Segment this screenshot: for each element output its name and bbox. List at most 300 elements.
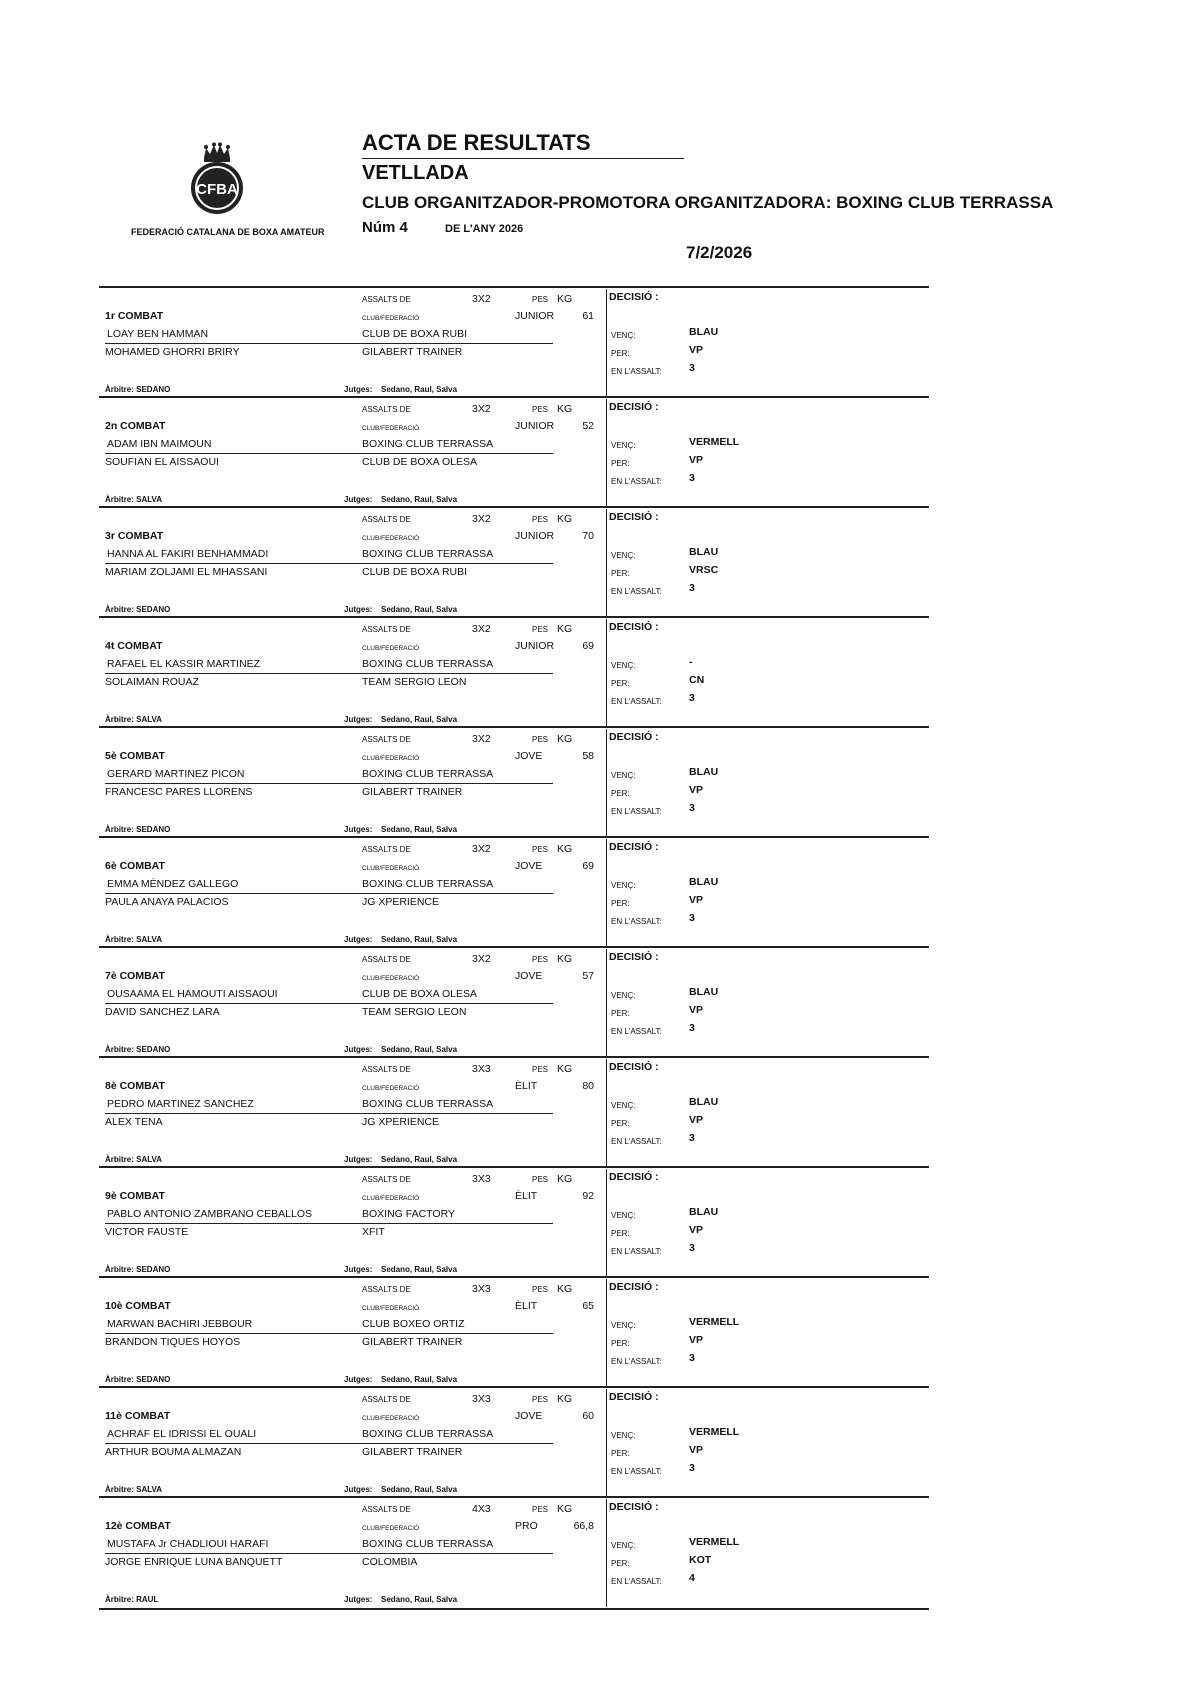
boxer-separator	[105, 1113, 553, 1114]
event-number: Núm 4	[362, 219, 408, 236]
boxer-blue-name: BRANDON TIQUES HOYOS	[105, 1336, 241, 1348]
by-value: VP	[689, 454, 704, 466]
referee: Àrbitre: SALVA	[105, 715, 163, 724]
boxer-red-name: ACHRAF EL IDRISSI EL OUALI	[107, 1428, 257, 1440]
winner-value: VERMELL	[689, 1536, 740, 1548]
decision-label: DECISIÓ :	[609, 841, 659, 853]
boxer-red-name: PEDRO MARTINEZ SANCHEZ	[107, 1098, 254, 1110]
bout-weight: 92	[582, 1190, 594, 1202]
bout-weight: 69	[582, 640, 594, 652]
referee: Àrbitre: SALVA	[105, 1485, 163, 1494]
judges-label: Jutges:	[344, 1595, 373, 1604]
weight-label: PES	[532, 1395, 549, 1404]
bout-block	[99, 726, 929, 838]
judges-label: Jutges:	[344, 495, 373, 504]
boxer-red-club: BOXING CLUB TERRASSA	[362, 768, 494, 780]
decision-label: DECISIÓ :	[609, 1061, 659, 1073]
winner-label: VENÇ:	[611, 881, 636, 890]
round-value: 3	[689, 912, 695, 924]
boxer-red-club: BOXING CLUB TERRASSA	[362, 1098, 494, 1110]
boxer-blue-club: GILABERT TRAINER	[362, 346, 463, 358]
boxer-blue-club: TEAM SERGIO LEON	[362, 1006, 467, 1018]
judges-label: Jutges:	[344, 1485, 373, 1494]
bout-weight: 57	[582, 970, 594, 982]
by-value: VP	[689, 344, 704, 356]
club-label: CLUB/FEDERACIÓ	[362, 865, 420, 872]
by-value: VP	[689, 1334, 704, 1346]
club-label: CLUB/FEDERACIÓ	[362, 1305, 420, 1312]
bout-block	[99, 286, 929, 398]
weight-label: PES	[532, 625, 549, 634]
judges-label: Jutges:	[344, 935, 373, 944]
rounds-label: ASSALTS DE	[362, 405, 411, 414]
decision-label: DECISIÓ :	[609, 1171, 659, 1183]
kg-label: KG	[557, 1503, 573, 1515]
kg-label: KG	[557, 1063, 573, 1075]
boxer-blue-club: GILABERT TRAINER	[362, 786, 463, 798]
judges-value: Sedano, Raul, Salva	[381, 1375, 458, 1384]
boxer-red-name: HANNA AL FAKIRI BENHAMMADI	[107, 548, 269, 560]
rounds-label: ASSALTS DE	[362, 625, 411, 634]
winner-value: BLAU	[689, 1206, 719, 1218]
kg-label: KG	[557, 293, 573, 305]
bout-number: 11è COMBAT	[105, 1410, 171, 1422]
boxer-red-club: BOXING CLUB TERRASSA	[362, 1538, 494, 1550]
boxer-blue-club: JG XPERIENCE	[362, 896, 440, 908]
winner-label: VENÇ:	[611, 1431, 636, 1440]
by-value: VP	[689, 1444, 704, 1456]
kg-label: KG	[557, 733, 573, 745]
club-label: CLUB/FEDERACIÓ	[362, 1415, 420, 1422]
round-label: EN L'ASSALT:	[611, 367, 662, 376]
decision-divider	[606, 949, 607, 1057]
bout-category: ÈLIT	[515, 1190, 538, 1202]
bout-weight: 52	[582, 420, 594, 432]
club-label: CLUB/FEDERACIÓ	[362, 645, 420, 652]
decision-divider	[606, 289, 607, 397]
boxer-blue-name: ARTHUR BOUMA ALMAZAN	[105, 1446, 242, 1458]
boxer-red-name: RAFAEL EL KASSIR MARTINEZ	[107, 658, 261, 670]
rounds-value: 3X3	[472, 1173, 491, 1185]
decision-label: DECISIÓ :	[609, 621, 659, 633]
judges-value: Sedano, Raul, Salva	[381, 1595, 458, 1604]
rounds-value: 3X2	[472, 623, 491, 635]
boxer-red-club: BOXING CLUB TERRASSA	[362, 548, 494, 560]
boxer-blue-club: XFIT	[362, 1226, 385, 1238]
decision-divider	[606, 1499, 607, 1607]
rounds-label: ASSALTS DE	[362, 515, 411, 524]
by-label: PER:	[611, 1559, 630, 1568]
referee: Àrbitre: SALVA	[105, 935, 163, 944]
bout-block	[99, 1496, 929, 1610]
boxer-blue-name: FRANCESC PARES LLORENS	[105, 786, 253, 798]
judges-value: Sedano, Raul, Salva	[381, 1265, 458, 1274]
rounds-label: ASSALTS DE	[362, 1395, 411, 1404]
decision-divider	[606, 509, 607, 617]
by-label: PER:	[611, 1449, 630, 1458]
boxer-red-club: BOXING FACTORY	[362, 1208, 455, 1220]
boxer-red-name: PABLO ANTONIO ZAMBRANO CEBALLOS	[107, 1208, 313, 1220]
round-value: 3	[689, 1132, 695, 1144]
bout-number: 12è COMBAT	[105, 1520, 171, 1532]
boxer-blue-club: COLOMBIA	[362, 1556, 418, 1568]
decision-divider	[606, 1279, 607, 1387]
boxer-blue-club: GILABERT TRAINER	[362, 1446, 463, 1458]
decision-label: DECISIÓ :	[609, 1501, 659, 1513]
round-value: 3	[689, 582, 695, 594]
club-label: CLUB/FEDERACIÓ	[362, 425, 420, 432]
decision-label: DECISIÓ :	[609, 291, 659, 303]
judges-label: Jutges:	[344, 825, 373, 834]
bout-number: 10è COMBAT	[105, 1300, 171, 1312]
boxer-separator	[105, 1333, 553, 1334]
boxer-blue-name: SOUFIAN EL AISSAOUI	[105, 456, 219, 468]
bout-block	[99, 396, 929, 508]
bout-category: JOVE	[515, 860, 543, 872]
boxer-separator	[105, 1223, 553, 1224]
rounds-value: 3X2	[472, 513, 491, 525]
page-title: ACTA DE RESULTATS	[362, 130, 591, 155]
boxer-blue-name: VICTOR FAUSTE	[105, 1226, 189, 1238]
event-year: DE L'ANY 2026	[445, 223, 524, 235]
round-label: EN L'ASSALT:	[611, 807, 662, 816]
boxer-separator	[105, 1003, 553, 1004]
referee: Àrbitre: SEDANO	[105, 605, 171, 614]
decision-divider	[606, 729, 607, 837]
boxer-separator	[105, 673, 553, 674]
rounds-value: 3X2	[472, 953, 491, 965]
rounds-label: ASSALTS DE	[362, 1505, 411, 1514]
by-value: KOT	[689, 1554, 712, 1566]
referee: Àrbitre: SALVA	[105, 495, 163, 504]
bout-block	[99, 1056, 929, 1168]
decision-label: DECISIÓ :	[609, 951, 659, 963]
winner-label: VENÇ:	[611, 661, 636, 670]
club-label: CLUB/FEDERACIÓ	[362, 975, 420, 982]
by-value: VRSC	[689, 564, 719, 576]
judges-label: Jutges:	[344, 605, 373, 614]
rounds-value: 3X2	[472, 403, 491, 415]
title-underline	[362, 158, 684, 159]
bout-block	[99, 1386, 929, 1498]
bout-weight: 61	[582, 310, 594, 322]
winner-value: BLAU	[689, 766, 719, 778]
boxer-blue-club: TEAM SERGIO LEON	[362, 676, 467, 688]
federation-logo	[170, 142, 264, 218]
bout-number: 7è COMBAT	[105, 970, 165, 982]
rounds-value: 3X3	[472, 1283, 491, 1295]
rounds-label: ASSALTS DE	[362, 1285, 411, 1294]
boxer-red-club: CLUB BOXEO ORTIZ	[362, 1318, 465, 1330]
round-value: 3	[689, 802, 695, 814]
weight-label: PES	[532, 845, 549, 854]
bout-category: JOVE	[515, 1410, 543, 1422]
decision-divider	[606, 1169, 607, 1277]
round-label: EN L'ASSALT:	[611, 1467, 662, 1476]
judges-label: Jutges:	[344, 1045, 373, 1054]
round-value: 3	[689, 362, 695, 374]
decision-divider	[606, 1389, 607, 1497]
judges-value: Sedano, Raul, Salva	[381, 935, 458, 944]
boxer-blue-name: PAULA ANAYA PALACIOS	[105, 896, 229, 908]
kg-label: KG	[557, 1173, 573, 1185]
rounds-value: 3X2	[472, 293, 491, 305]
rounds-label: ASSALTS DE	[362, 735, 411, 744]
boxer-red-name: LOAY BEN HAMMAN	[107, 328, 209, 340]
boxer-red-club: BOXING CLUB TERRASSA	[362, 878, 494, 890]
club-label: CLUB/FEDERACIÓ	[362, 1525, 420, 1532]
judges-value: Sedano, Raul, Salva	[381, 1485, 458, 1494]
weight-label: PES	[532, 955, 549, 964]
judges-value: Sedano, Raul, Salva	[381, 385, 458, 394]
boxer-blue-name: JORGE ENRIQUE LUNA BANQUETT	[105, 1556, 283, 1568]
bout-weight: 60	[582, 1410, 594, 1422]
rounds-value: 4X3	[472, 1503, 491, 1515]
judges-value: Sedano, Raul, Salva	[381, 605, 458, 614]
boxer-red-name: MARWAN BACHIRI JEBBOUR	[107, 1318, 253, 1330]
by-label: PER:	[611, 1009, 630, 1018]
round-label: EN L'ASSALT:	[611, 587, 662, 596]
boxer-separator	[105, 453, 553, 454]
boxer-red-club: BOXING CLUB TERRASSA	[362, 658, 494, 670]
referee: Àrbitre: SEDANO	[105, 1045, 171, 1054]
bout-number: 2n COMBAT	[105, 420, 166, 432]
bout-category: PRO	[515, 1520, 538, 1532]
round-value: 3	[689, 1462, 695, 1474]
bout-block	[99, 1276, 929, 1388]
club-label: CLUB/FEDERACIÓ	[362, 1195, 420, 1202]
boxer-blue-club: CLUB DE BOXA RUBI	[362, 566, 468, 578]
winner-value: BLAU	[689, 876, 719, 888]
decision-label: DECISIÓ :	[609, 1391, 659, 1403]
by-label: PER:	[611, 459, 630, 468]
club-label: CLUB/FEDERACIÓ	[362, 535, 420, 542]
kg-label: KG	[557, 1283, 573, 1295]
boxer-blue-name: MOHAMED GHORRI BRIRY	[105, 346, 240, 358]
judges-value: Sedano, Raul, Salva	[381, 825, 458, 834]
bout-category: JOVE	[515, 750, 543, 762]
winner-label: VENÇ:	[611, 991, 636, 1000]
boxer-red-name: ADAM IBN MAIMOUN	[107, 438, 212, 450]
weight-label: PES	[532, 1175, 549, 1184]
rounds-value: 3X3	[472, 1063, 491, 1075]
kg-label: KG	[557, 1393, 573, 1405]
rounds-label: ASSALTS DE	[362, 1065, 411, 1074]
bout-number: 4t COMBAT	[105, 640, 163, 652]
boxer-blue-name: ALEX TENA	[105, 1116, 163, 1128]
by-value: VP	[689, 1114, 704, 1126]
boxer-separator	[105, 783, 553, 784]
bout-number: 5è COMBAT	[105, 750, 165, 762]
bout-weight: 80	[582, 1080, 594, 1092]
by-label: PER:	[611, 1229, 630, 1238]
boxer-separator	[105, 1553, 553, 1554]
bout-number: 1r COMBAT	[105, 310, 164, 322]
boxer-separator	[105, 1443, 553, 1444]
judges-label: Jutges:	[344, 1375, 373, 1384]
bout-weight: 66,8	[573, 1520, 594, 1532]
decision-divider	[606, 1059, 607, 1167]
bout-weight: 69	[582, 860, 594, 872]
by-label: PER:	[611, 1339, 630, 1348]
weight-label: PES	[532, 735, 549, 744]
decision-label: DECISIÓ :	[609, 511, 659, 523]
by-value: VP	[689, 894, 704, 906]
boxer-red-name: MUSTAFA Jr CHADLIOUI HARAFI	[107, 1538, 269, 1550]
boxer-blue-name: DAVID SANCHEZ LARA	[105, 1006, 220, 1018]
bout-number: 9è COMBAT	[105, 1190, 165, 1202]
boxer-red-name: EMMA MÉNDEZ GALLEGO	[107, 878, 239, 890]
bout-block	[99, 506, 929, 618]
rounds-label: ASSALTS DE	[362, 295, 411, 304]
bout-category: JUNIOR	[515, 310, 555, 322]
winner-value: BLAU	[689, 1096, 719, 1108]
winner-label: VENÇ:	[611, 1101, 636, 1110]
boxer-blue-name: MARIAM ZOLJAMI EL MHASSANI	[105, 566, 268, 578]
boxer-separator	[105, 563, 553, 564]
winner-label: VENÇ:	[611, 551, 636, 560]
bout-weight: 65	[582, 1300, 594, 1312]
round-label: EN L'ASSALT:	[611, 1577, 662, 1586]
by-label: PER:	[611, 349, 630, 358]
by-label: PER:	[611, 1119, 630, 1128]
by-label: PER:	[611, 679, 630, 688]
by-label: PER:	[611, 789, 630, 798]
round-value: 3	[689, 472, 695, 484]
bout-category: ÈLIT	[515, 1300, 538, 1312]
boxer-red-club: BOXING CLUB TERRASSA	[362, 438, 494, 450]
by-value: VP	[689, 1224, 704, 1236]
round-label: EN L'ASSALT:	[611, 1137, 662, 1146]
weight-label: PES	[532, 295, 549, 304]
bout-category: JUNIOR	[515, 530, 555, 542]
by-value: VP	[689, 1004, 704, 1016]
winner-label: VENÇ:	[611, 1321, 636, 1330]
boxer-red-club: CLUB DE BOXA OLESA	[362, 988, 477, 1000]
logo-text: CFBA	[196, 181, 238, 198]
judges-value: Sedano, Raul, Salva	[381, 715, 458, 724]
bout-weight: 58	[582, 750, 594, 762]
decision-label: DECISIÓ :	[609, 731, 659, 743]
judges-value: Sedano, Raul, Salva	[381, 1155, 458, 1164]
kg-label: KG	[557, 513, 573, 525]
winner-value: BLAU	[689, 986, 719, 998]
winner-value: VERMELL	[689, 436, 740, 448]
by-value: VP	[689, 784, 704, 796]
referee: Àrbitre: SEDANO	[105, 1375, 171, 1384]
kg-label: KG	[557, 843, 573, 855]
round-value: 4	[689, 1572, 695, 1584]
round-label: EN L'ASSALT:	[611, 1247, 662, 1256]
bout-number: 8è COMBAT	[105, 1080, 165, 1092]
boxer-red-name: GERARD MARTINEZ PICON	[107, 768, 245, 780]
boxer-blue-club: CLUB DE BOXA OLESA	[362, 456, 477, 468]
round-value: 3	[689, 1242, 695, 1254]
referee: Àrbitre: SEDANO	[105, 825, 171, 834]
round-value: 3	[689, 1022, 695, 1034]
boxer-blue-club: GILABERT TRAINER	[362, 1336, 463, 1348]
rounds-label: ASSALTS DE	[362, 955, 411, 964]
winner-value: BLAU	[689, 546, 719, 558]
judges-value: Sedano, Raul, Salva	[381, 495, 458, 504]
judges-label: Jutges:	[344, 1265, 373, 1274]
round-label: EN L'ASSALT:	[611, 477, 662, 486]
round-value: 3	[689, 1352, 695, 1364]
kg-label: KG	[557, 403, 573, 415]
rounds-value: 3X2	[472, 843, 491, 855]
round-value: 3	[689, 692, 695, 704]
bout-category: ÈLIT	[515, 1080, 538, 1092]
rounds-label: ASSALTS DE	[362, 1175, 411, 1184]
bout-category: JUNIOR	[515, 420, 555, 432]
winner-value: VERMELL	[689, 1316, 740, 1328]
bout-number: 6è COMBAT	[105, 860, 165, 872]
club-label: CLUB/FEDERACIÓ	[362, 1085, 420, 1092]
weight-label: PES	[532, 1505, 549, 1514]
winner-label: VENÇ:	[611, 1541, 636, 1550]
boxer-blue-name: SOLAIMAN ROUAZ	[105, 676, 199, 688]
boxer-red-name: OUSAAMA EL HAMOUTI AISSAOUI	[107, 988, 278, 1000]
rounds-label: ASSALTS DE	[362, 845, 411, 854]
rounds-value: 3X3	[472, 1393, 491, 1405]
referee: Àrbitre: SEDANO	[105, 1265, 171, 1274]
rounds-value: 3X2	[472, 733, 491, 745]
kg-label: KG	[557, 953, 573, 965]
decision-label: DECISIÓ :	[609, 1281, 659, 1293]
page-subtitle: VETLLADA	[362, 162, 469, 184]
boxer-separator	[105, 343, 553, 344]
referee: Àrbitre: SALVA	[105, 1155, 163, 1164]
referee: Àrbitre: RAUL	[105, 1595, 159, 1604]
referee: Àrbitre: SEDANO	[105, 385, 171, 394]
bout-category: JOVE	[515, 970, 543, 982]
judges-label: Jutges:	[344, 385, 373, 394]
winner-value: -	[689, 656, 693, 668]
organizer-line: CLUB ORGANITZADOR-PROMOTORA ORGANITZADORA: BOXING CLUB TERRASSA	[362, 193, 1054, 212]
event-date: 7/2/2026	[686, 243, 753, 262]
kg-label: KG	[557, 623, 573, 635]
decision-divider	[606, 839, 607, 947]
winner-value: BLAU	[689, 326, 719, 338]
boxer-blue-club: JG XPERIENCE	[362, 1116, 440, 1128]
judges-label: Jutges:	[344, 715, 373, 724]
decision-divider	[606, 399, 607, 507]
by-label: PER:	[611, 899, 630, 908]
judges-value: Sedano, Raul, Salva	[381, 1045, 458, 1054]
round-label: EN L'ASSALT:	[611, 697, 662, 706]
bout-block	[99, 616, 929, 728]
winner-label: VENÇ:	[611, 331, 636, 340]
round-label: EN L'ASSALT:	[611, 1357, 662, 1366]
weight-label: PES	[532, 1065, 549, 1074]
by-value: CN	[689, 674, 705, 686]
bout-category: JUNIOR	[515, 640, 555, 652]
decision-label: DECISIÓ :	[609, 401, 659, 413]
winner-value: VERMELL	[689, 1426, 740, 1438]
bout-number: 3r COMBAT	[105, 530, 164, 542]
bout-weight: 70	[582, 530, 594, 542]
winner-label: VENÇ:	[611, 441, 636, 450]
bout-block	[99, 946, 929, 1058]
judges-label: Jutges:	[344, 1155, 373, 1164]
federation-name: FEDERACIÓ CATALANA DE BOXA AMATEUR	[131, 227, 325, 237]
boxer-separator	[105, 893, 553, 894]
boxer-red-club: BOXING CLUB TERRASSA	[362, 1428, 494, 1440]
round-label: EN L'ASSALT:	[611, 1027, 662, 1036]
winner-label: VENÇ:	[611, 1211, 636, 1220]
weight-label: PES	[532, 515, 549, 524]
winner-label: VENÇ:	[611, 771, 636, 780]
